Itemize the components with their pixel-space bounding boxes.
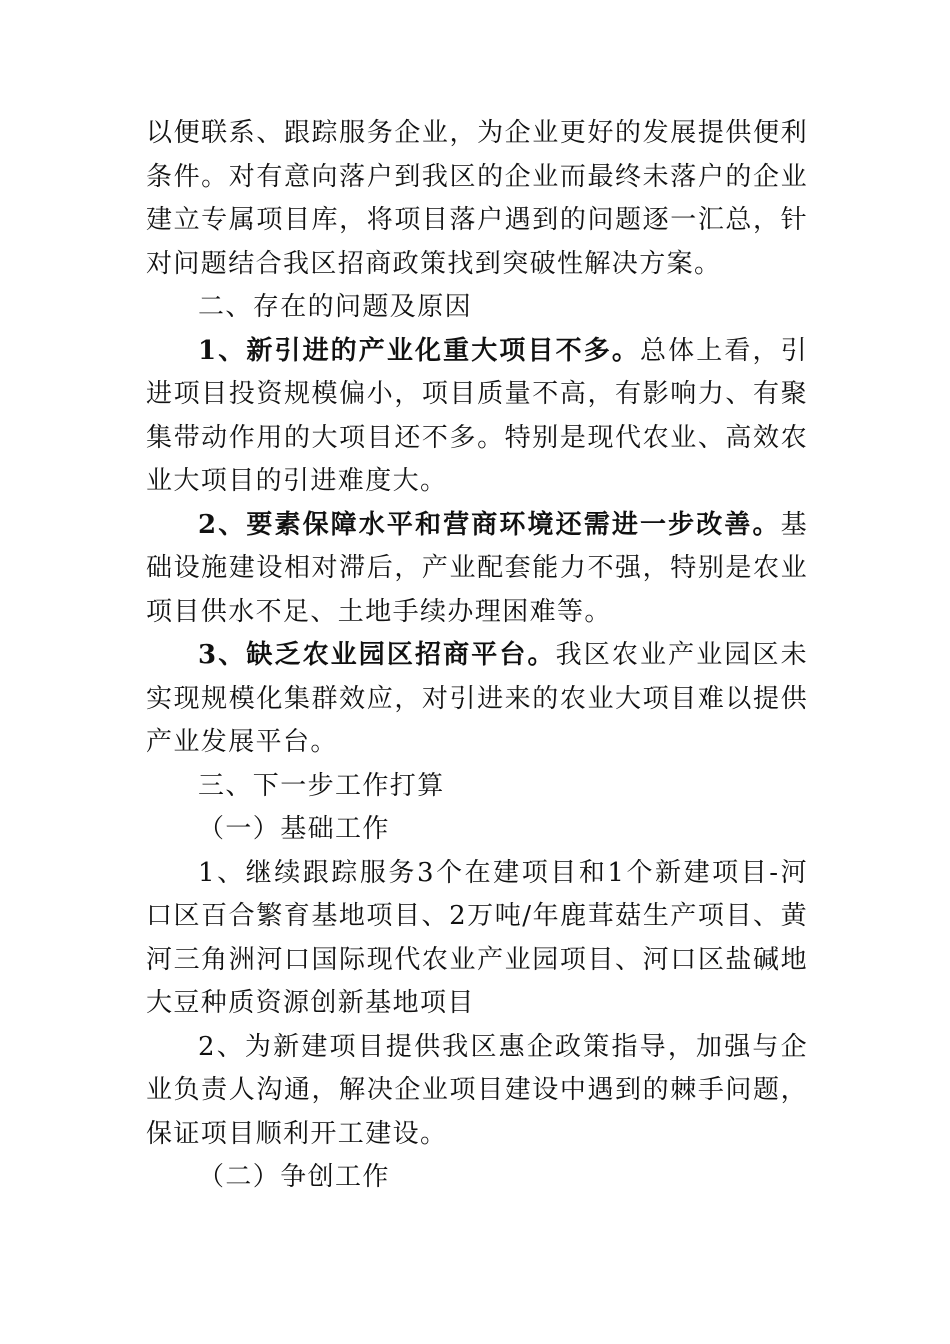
problem-point-1-title: 1、新引进的产业化重大项目不多。: [198, 335, 640, 366]
problem-point-2-text: 基础设施建设相对滞后，产业配套能力不强，特别是农业项目供水不足、土地手续办理困难等。: [146, 509, 808, 627]
document-body: [146, 112, 808, 1200]
subheading-basic-work: （一）基础工作: [198, 814, 390, 844]
work-item-1: 1、继续跟踪服务3个在建项目和1个新建项目-河口区百合繁育基地项目、2万吨/年鹿茸菇生产项目、黄河三角洲河口国际现代农业产业园项目、河口区盐碱地大豆种质资源创新基地项目: [146, 857, 808, 1018]
problem-point-2: [146, 504, 808, 635]
problem-point-1: [146, 330, 808, 504]
problem-point-1-text: 总体上看，引进项目投资规模偏小，项目质量不高，有影响力、有聚集带动作用的大项目还不多。特别是现代农业、高效农业大项目的引进难度大。: [146, 335, 808, 496]
work-item-2: 2、为新建项目提供我区惠企政策指导，加强与企业负责人沟通，解决企业项目建设中遇到的棘手问题，保证项目顺利开工建设。: [146, 1031, 808, 1149]
subheading-competition-work: （二）争创工作: [198, 1162, 390, 1192]
paragraph-continuation: 以便联系、跟踪服务企业，为企业更好的发展提供便利条件。对有意向落户到我区的企业而最终未落户的企业建立专属项目库，将项目落户遇到的问题逐一汇总，针对问题结合我区招商政策找到突破性解决方案。: [146, 118, 808, 279]
problem-point-3-title: 3、缺乏农业园区招商平台。: [198, 640, 556, 670]
problem-point-3: [146, 634, 808, 765]
section-heading-next-steps: 三、下一步工作打算: [198, 770, 445, 801]
problem-point-3-text: 我区农业产业园区未实现规模化集群效应，对引进来的农业大项目难以提供产业发展平台。: [146, 640, 808, 757]
section-heading-problems: 二、存在的问题及原因: [198, 292, 473, 322]
problem-point-2-title: 2、要素保障水平和营商环境还需进一步改善。: [198, 509, 781, 540]
